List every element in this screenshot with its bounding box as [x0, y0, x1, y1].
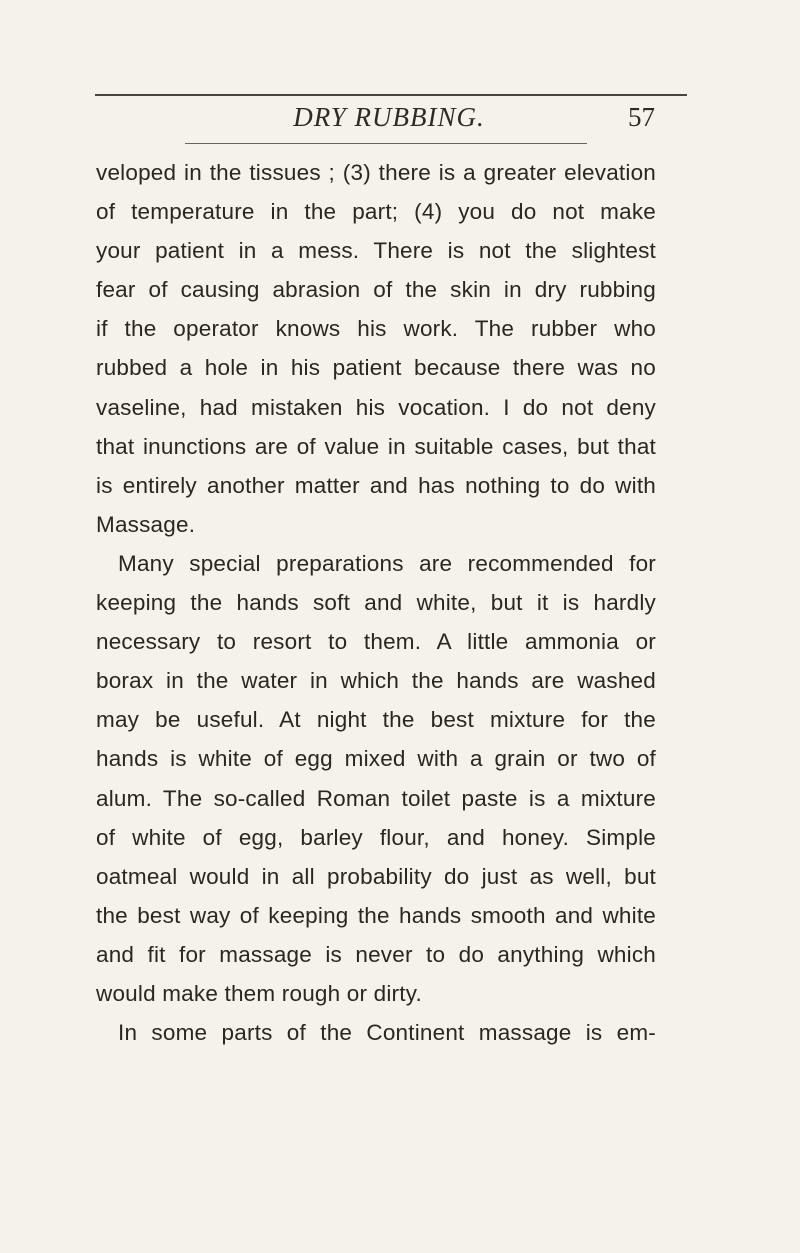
text-line: Massage. — [96, 511, 196, 537]
text-line: fear of causing abrasion of the skin in dry rubbing — [96, 277, 656, 303]
text-line: your patient in a mess. There is not the slightest — [96, 238, 656, 264]
text-line: rubbed a hole in his patient because there was no — [96, 355, 656, 381]
text-line: of white of egg, barley flour, and honey. Simple — [96, 824, 656, 850]
text-line: alum. The so-called Roman toilet paste is a mixture — [96, 785, 656, 811]
text-line: necessary to resort to them. A little ammonia or — [96, 629, 656, 655]
text-line: if the operator knows his work. The rubber who — [96, 316, 656, 342]
text-line: is entirely another matter and has nothing to do with — [96, 472, 656, 498]
text-line: vaseline, had mistaken his vocation. I do not deny — [96, 394, 656, 420]
header-rule-bottom — [185, 143, 587, 144]
running-head: DRY RUBBING. — [293, 102, 485, 132]
text-line: hands is white of egg mixed with a grain or two of — [96, 746, 656, 772]
page-header — [95, 100, 683, 140]
text-line: veloped in the tissues ; (3) there is a greater elevation — [96, 160, 656, 185]
text-line: the best way of keeping the hands smooth and white — [96, 902, 656, 928]
text-line: oatmeal would in all probability do just as well, but — [96, 863, 656, 889]
text-line: would make them rough or dirty. — [96, 980, 422, 1006]
text-line: In some parts of the Continent massage is em- — [118, 1020, 656, 1046]
text-line: that inunctions are of value in suitable cases, but that — [96, 433, 656, 459]
page-number: 57 — [628, 102, 655, 132]
body-text — [96, 153, 656, 1052]
text-line: and fit for massage is never to do anything which — [96, 941, 656, 967]
text-line: borax in the water in which the hands are washed — [96, 668, 656, 694]
header-rule-top — [95, 94, 687, 96]
text-line: Many special preparations are recommended for — [118, 550, 656, 576]
text-line: of temperature in the part; (4) you do not make — [96, 199, 656, 225]
text-line: may be useful. At night the best mixture for the — [96, 707, 656, 733]
text-line: keeping the hands soft and white, but it is hardly — [96, 590, 656, 616]
